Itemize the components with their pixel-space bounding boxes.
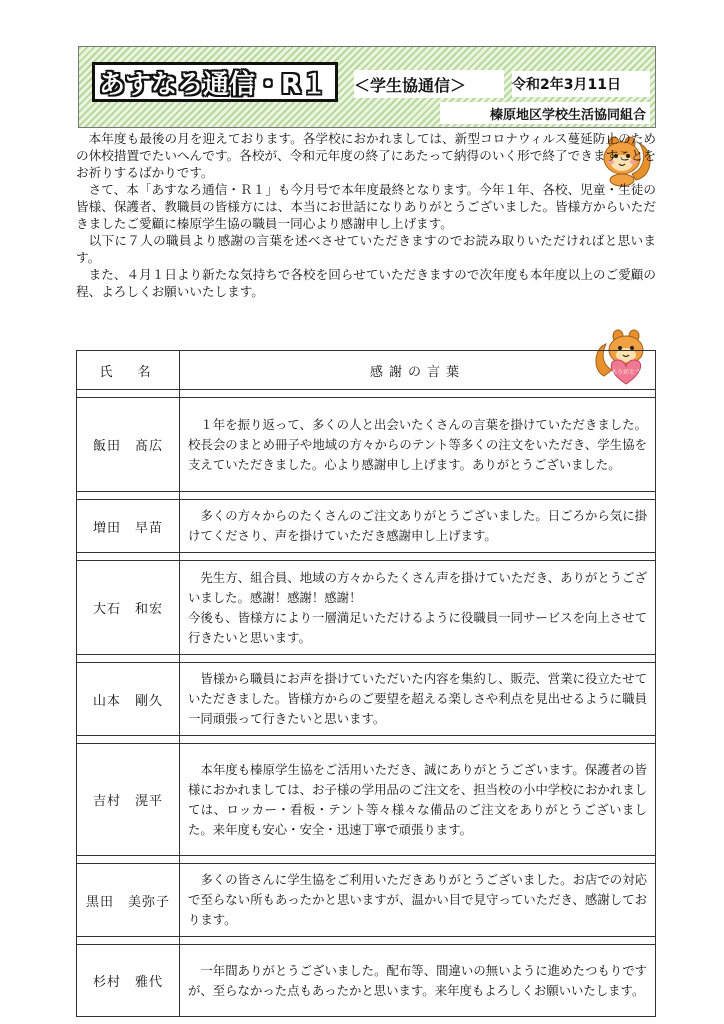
table-row — [77, 945, 656, 1017]
header-name: 氏 名 — [77, 351, 180, 390]
issue-date: 令和2年3月11日 — [512, 71, 650, 97]
intro-paragraph: さて、本「あすなろ通信・Ｒ１」も今月号で本年度最終となります。今年１年、各校、児童・生徒の皆様、保護者、教職員の皆様方には、本当にお世話になりありがとうございました。皆様方からいただきましたご愛顧に榛原学生協の職員一同心より感謝申し上げます。 — [76, 182, 656, 231]
staff-name: 吉村 滉平 — [77, 744, 180, 856]
intro-paragraph: 本年度も最後の月を迎えております。各学校におかれましては、新型コロナウィルス蔓延防止のための休校措置でたいへんです。各校が、令和元年度の終了にあたって納得のいく形で終了できますことをお祈りするばかりです。 — [76, 131, 656, 180]
staff-message: 多くの方々からのたくさんのご注文ありがとうございました。日ごろから気に掛けてくださり、声を掛けていただき感謝申し上げます。 — [188, 508, 647, 543]
intro-paragraph: また、４月１日より新たな気持ちで各校を回らせていただきますので次年度も本年度以上のご愛顧の程、よろしくお願いいたします。 — [76, 267, 656, 299]
staff-name: 杉村 雅代 — [77, 945, 180, 1017]
newsletter-subtitle: ＜学生協通信＞ — [354, 70, 504, 98]
newsletter-title: あすなろ通信・R１ — [92, 62, 338, 102]
staff-name: 大石 和宏 — [77, 561, 180, 655]
staff-message: 皆様から職員にお声を掛けていただいた内容を集約し、販売、営業に役立たせていただきました。皆様方からのご要望を超える楽しさや利点を見出せるように職員一同頑張って行きたいと思います。 — [188, 671, 647, 726]
staff-message: 先生方、組合員、地域の方々からたくさん声を掛けていただき、ありがとうございました。感謝！感謝！感謝！ — [188, 569, 647, 605]
staff-message: 一年間ありがとうございました。配布等、間違いの無いように進めたつもりですが、至らなかった点もあったかと思います。来年度もよろしくお願いいたします。 — [188, 962, 647, 998]
table-header-row — [77, 351, 656, 390]
table-row — [77, 561, 656, 655]
staff-name: 飯田 髙広 — [77, 398, 180, 492]
table-row — [77, 744, 656, 856]
staff-message: １年を振り返って、多くの人と出会いたくさんの言葉を掛けていただきました。校長会のまとめ冊子や地域の方々からのテント等多くの注文をいただき、学生協を支えていただきました。心より感謝申し上げます。ありがとうございました。 — [188, 416, 647, 472]
staff-message-continued: 今後も、皆様方により一層満足いただけるように役職員一同サービスを向上させて行きたいと思います。 — [188, 609, 647, 645]
staff-name: 増田 早苗 — [77, 500, 180, 553]
heart-label: ありがとう — [610, 369, 642, 376]
thanks-table — [76, 350, 656, 1017]
organization-name: 榛原地区学校生活協同組合 — [440, 102, 650, 124]
staff-message: 多くの皆さんに学生協をご利用いただきありがとうございました。お店での対応で至らない所もあったかと思いますが、温かい目で見守っていただき、感謝しております。 — [188, 872, 647, 927]
intro-text — [76, 130, 656, 300]
table-row — [77, 864, 656, 937]
staff-name: 黒田 美弥子 — [77, 864, 180, 937]
intro-paragraph: 以下に７人の職員より感謝の言葉を述べさせていただきますのでお読み取りいただければと思います。 — [76, 233, 656, 265]
table-row — [77, 398, 656, 492]
table-row — [77, 663, 656, 736]
staff-name: 山本 剛久 — [77, 663, 180, 736]
staff-message: 本年度も榛原学生協をご活用いただき、誠にありがとうございます。保護者の皆様におかれましては、お子様の学用品のご注文を、担当校の小中学校におかれましては、ロッカー・看板・テント等々様々な備品のご注文をありがとうございました。来年度も安心・安全・迅速丁寧で頑張ります。 — [188, 761, 647, 837]
table-row — [77, 500, 656, 553]
header-message: 感謝の言葉 — [180, 351, 656, 390]
